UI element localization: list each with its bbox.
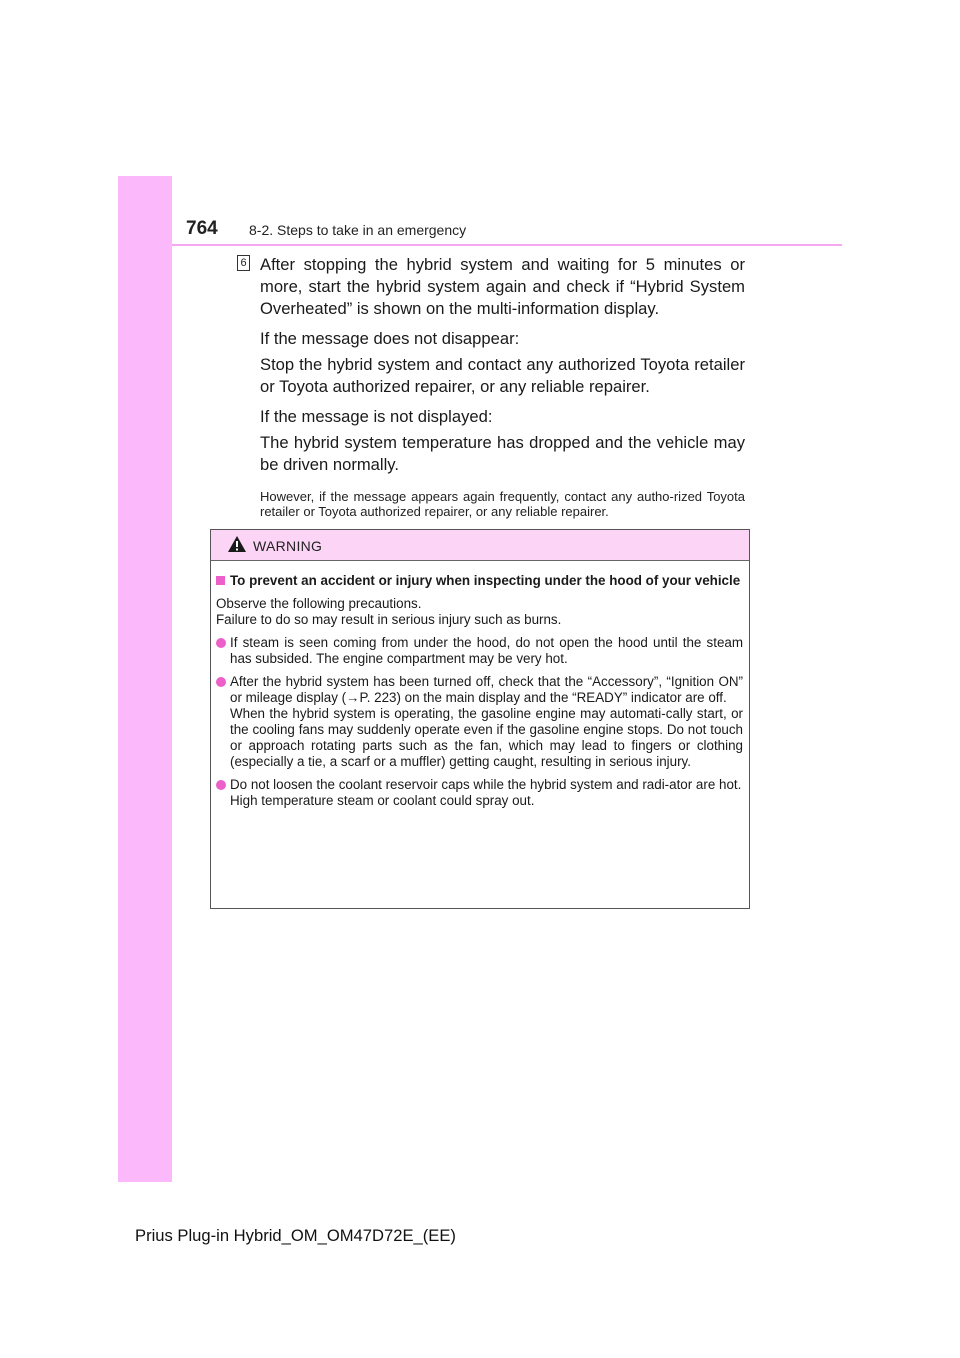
warning-item	[216, 635, 743, 667]
warning-item-extra: High temperature steam or coolant could spray out.	[230, 792, 535, 808]
step-paragraph: If the message does not disappear:	[260, 329, 520, 348]
footer-document-id: Prius Plug-in Hybrid_OM_OM47D72E_(EE)	[135, 1226, 456, 1245]
warning-body	[211, 561, 749, 809]
warning-title: WARNING	[253, 538, 323, 554]
warning-item	[216, 777, 743, 809]
header-divider	[172, 244, 842, 246]
circle-bullet-icon	[216, 638, 226, 648]
warning-item	[216, 674, 743, 770]
step-paragraph: Stop the hybrid system and contact any authorized Toyota retailer or Toyota authorized repairer, or any reliable repairer.	[260, 355, 745, 396]
warning-header	[211, 530, 749, 561]
warning-item-extra: When the hybrid system is operating, the gasoline engine may automati-cally start, or the cooling fans may suddenly operate even if the gasoline engine stops. Do not touch or approach rotating parts such as the fan, which may lead to fingers or clothing (especially a tie, a scarf or a muffler) getting caught, resulting in serious injury.	[230, 705, 743, 769]
circle-bullet-icon	[216, 677, 226, 687]
warning-intro	[216, 596, 743, 628]
page-number: 764	[186, 218, 218, 239]
step-number-badge: 6	[237, 255, 250, 271]
step-paragraph: If the message is not displayed:	[260, 407, 493, 426]
step-note: However, if the message appears again frequently, contact any autho-rized Toyota retailer or Toyota authorized repairer, or any reliable repairer.	[260, 489, 745, 519]
warning-heading	[216, 573, 743, 590]
section-title: 8-2. Steps to take in an emergency	[249, 222, 467, 238]
warning-triangle-icon	[227, 535, 247, 558]
warning-item-text: If steam is seen coming from under the hood, do not open the hood until the steam has subsided. The engine compartment may be very hot.	[230, 634, 743, 666]
step-paragraph: The hybrid system temperature has dropped and the vehicle may be driven normally.	[260, 433, 745, 474]
pink-side-tab	[118, 176, 172, 1182]
warning-item-text: Do not loosen the coolant reservoir caps while the hybrid system and radi-ator are hot.	[230, 776, 742, 792]
warning-box	[210, 529, 750, 909]
warning-intro-line: Failure to do so may result in serious injury such as burns.	[216, 611, 562, 627]
warning-heading-text: To prevent an accident or injury when inspecting under the hood of your vehicle	[230, 573, 741, 588]
warning-item-text: After the hybrid system has been turned off, check that the “Accessory”, “Ignition ON” or mileage display (→P. 223) on the main display and the “READY” indicator are off.	[230, 673, 743, 705]
square-bullet-icon	[216, 576, 225, 585]
step-content	[260, 254, 745, 519]
step-paragraph: After stopping the hybrid system and waiting for 5 minutes or more, start the hybrid system again and check if “Hybrid System Overheated” is shown on the multi-information display.	[260, 255, 745, 318]
warning-intro-line: Observe the following precautions.	[216, 595, 422, 611]
circle-bullet-icon	[216, 780, 226, 790]
